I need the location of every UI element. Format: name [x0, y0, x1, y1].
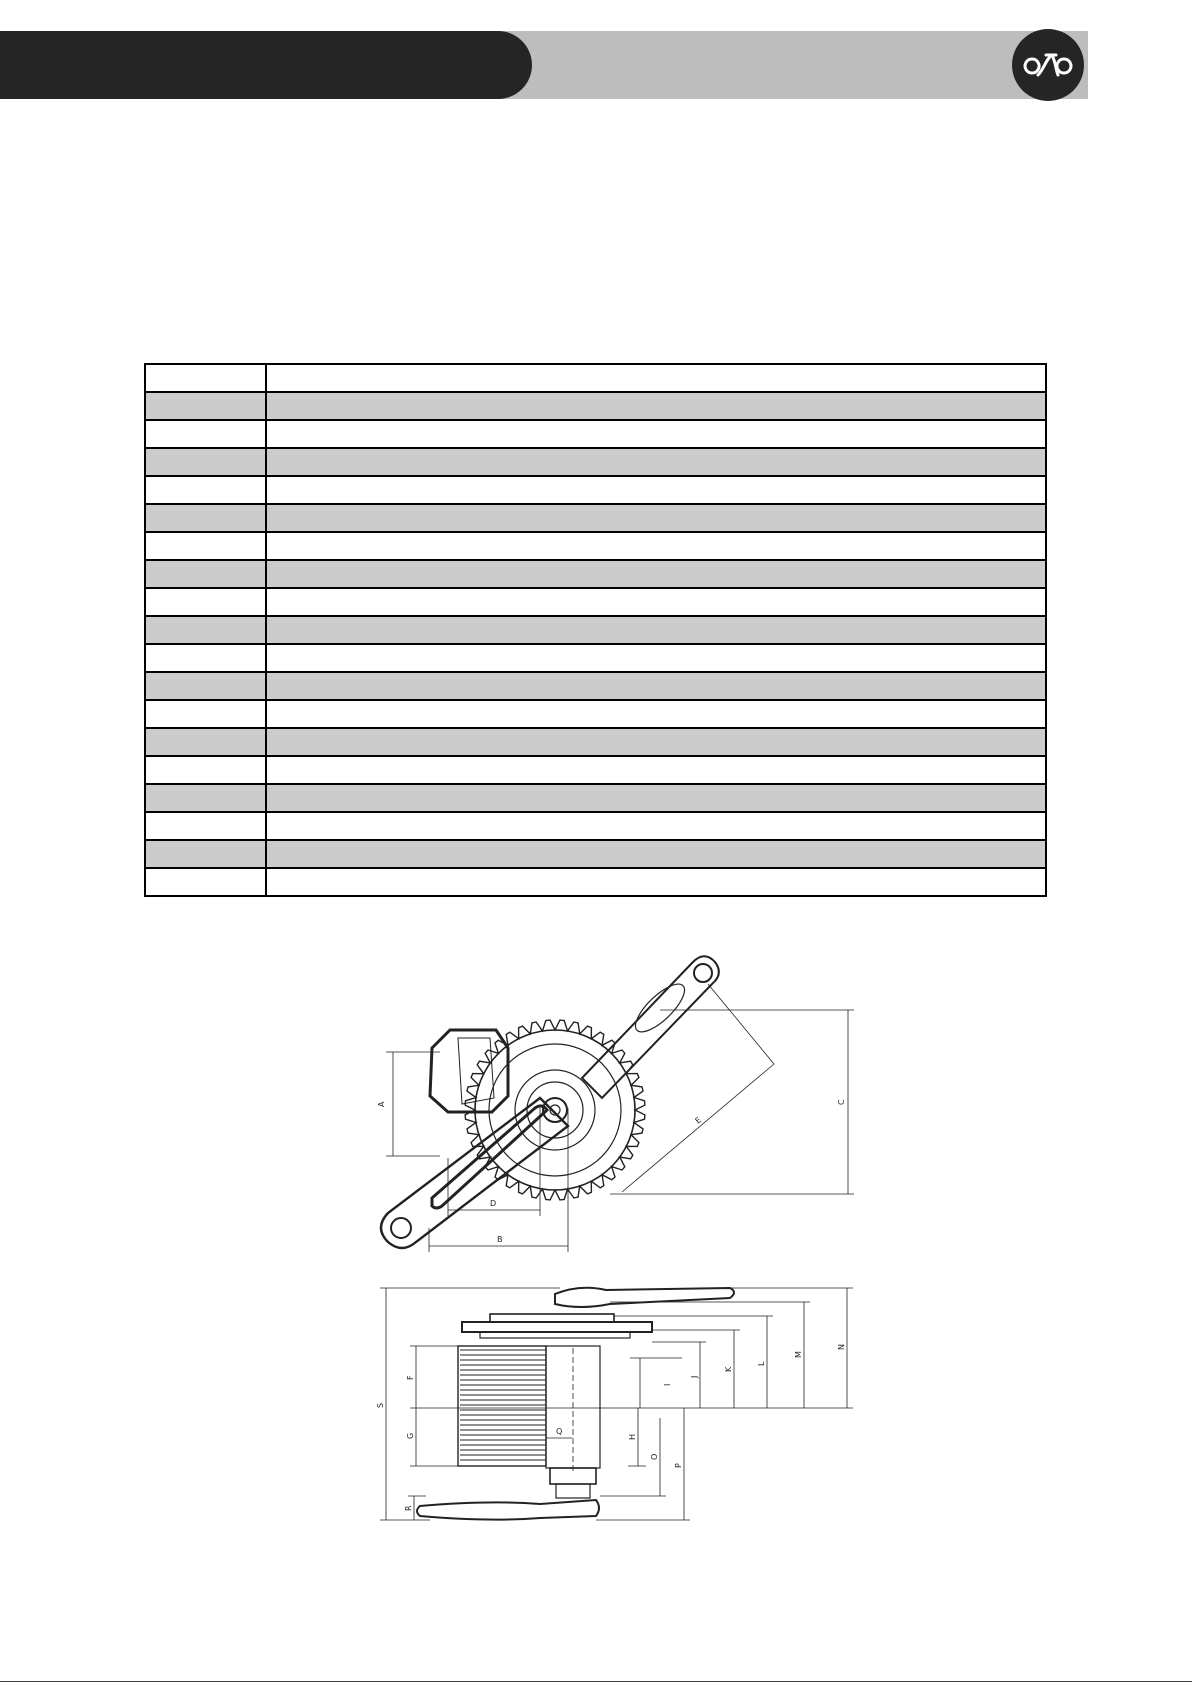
- side-view-labels: [377, 1099, 846, 1244]
- spec-key-cell: [145, 392, 266, 420]
- table-row: [145, 784, 1046, 812]
- table-row: [145, 812, 1046, 840]
- spec-key-cell: [145, 476, 266, 504]
- table-row: [145, 476, 1046, 504]
- spec-key-cell: [145, 532, 266, 560]
- spec-value-cell: [266, 588, 1046, 616]
- dim-label-r: R: [404, 1505, 413, 1511]
- spec-key-cell: [145, 728, 266, 756]
- side-view: [381, 956, 854, 1252]
- table-row: [145, 560, 1046, 588]
- spec-key-cell: [145, 644, 266, 672]
- spec-value-cell: [266, 504, 1046, 532]
- spec-value-cell: [266, 392, 1046, 420]
- spec-value-cell: [266, 448, 1046, 476]
- spec-key-cell: [145, 560, 266, 588]
- spec-table: [144, 363, 1047, 897]
- spec-value-cell: [266, 616, 1046, 644]
- spec-key-cell: [145, 700, 266, 728]
- table-row: [145, 392, 1046, 420]
- dim-label-b: B: [497, 1235, 503, 1244]
- dim-label-p: P: [674, 1463, 683, 1468]
- spec-key-cell: [145, 784, 266, 812]
- dim-label-k: K: [724, 1366, 733, 1372]
- top-view: [380, 1288, 853, 1520]
- table-row: [145, 644, 1046, 672]
- spec-value-cell: [266, 644, 1046, 672]
- spec-key-cell: [145, 672, 266, 700]
- spec-key-cell: [145, 364, 266, 392]
- cyc-logo-icon: [1012, 29, 1084, 101]
- top-view-labels: [376, 1344, 846, 1511]
- table-row: [145, 616, 1046, 644]
- spec-value-cell: [266, 476, 1046, 504]
- spec-value-cell: [266, 532, 1046, 560]
- spec-key-cell: [145, 756, 266, 784]
- table-row: [145, 504, 1046, 532]
- table-row: [145, 868, 1046, 896]
- spec-value-cell: [266, 420, 1046, 448]
- dim-label-o: O: [650, 1453, 659, 1460]
- table-row: [145, 700, 1046, 728]
- footer-rule: [0, 1681, 1192, 1682]
- table-row: [145, 756, 1046, 784]
- dim-label-a: A: [377, 1101, 386, 1107]
- dim-label-f: F: [406, 1375, 415, 1380]
- dim-label-e: E: [693, 1115, 704, 1126]
- spec-key-cell: [145, 588, 266, 616]
- table-row: [145, 672, 1046, 700]
- spec-value-cell: [266, 868, 1046, 896]
- spec-key-cell: [145, 504, 266, 532]
- spec-key-cell: [145, 616, 266, 644]
- table-row: [145, 532, 1046, 560]
- dim-label-g: G: [406, 1432, 415, 1439]
- header-title-bar: [0, 31, 532, 99]
- spec-value-cell: [266, 672, 1046, 700]
- spec-value-cell: [266, 784, 1046, 812]
- spec-value-cell: [266, 700, 1046, 728]
- dim-label-h: H: [628, 1433, 637, 1440]
- dim-label-q: Q: [556, 1427, 563, 1436]
- motor-dimension-drawing: [370, 948, 870, 1578]
- spec-value-cell: [266, 756, 1046, 784]
- spec-value-cell: [266, 560, 1046, 588]
- spec-value-cell: [266, 728, 1046, 756]
- dim-label-s: S: [376, 1402, 385, 1408]
- dim-label-n: N: [837, 1344, 846, 1350]
- table-row: [145, 588, 1046, 616]
- spec-key-cell: [145, 420, 266, 448]
- spec-value-cell: [266, 812, 1046, 840]
- table-row: [145, 448, 1046, 476]
- spec-value-cell: [266, 840, 1046, 868]
- table-row: [145, 364, 1046, 392]
- dim-label-i: I: [663, 1383, 672, 1386]
- dim-label-c: C: [837, 1099, 846, 1105]
- table-row: [145, 728, 1046, 756]
- dim-label-d: D: [490, 1199, 497, 1208]
- dim-label-j: J: [690, 1375, 699, 1378]
- spec-key-cell: [145, 840, 266, 868]
- table-row: [145, 420, 1046, 448]
- table-row: [145, 840, 1046, 868]
- dim-label-l: L: [757, 1361, 766, 1366]
- spec-key-cell: [145, 448, 266, 476]
- dim-label-m: M: [794, 1351, 803, 1358]
- spec-value-cell: [266, 364, 1046, 392]
- spec-key-cell: [145, 868, 266, 896]
- spec-key-cell: [145, 812, 266, 840]
